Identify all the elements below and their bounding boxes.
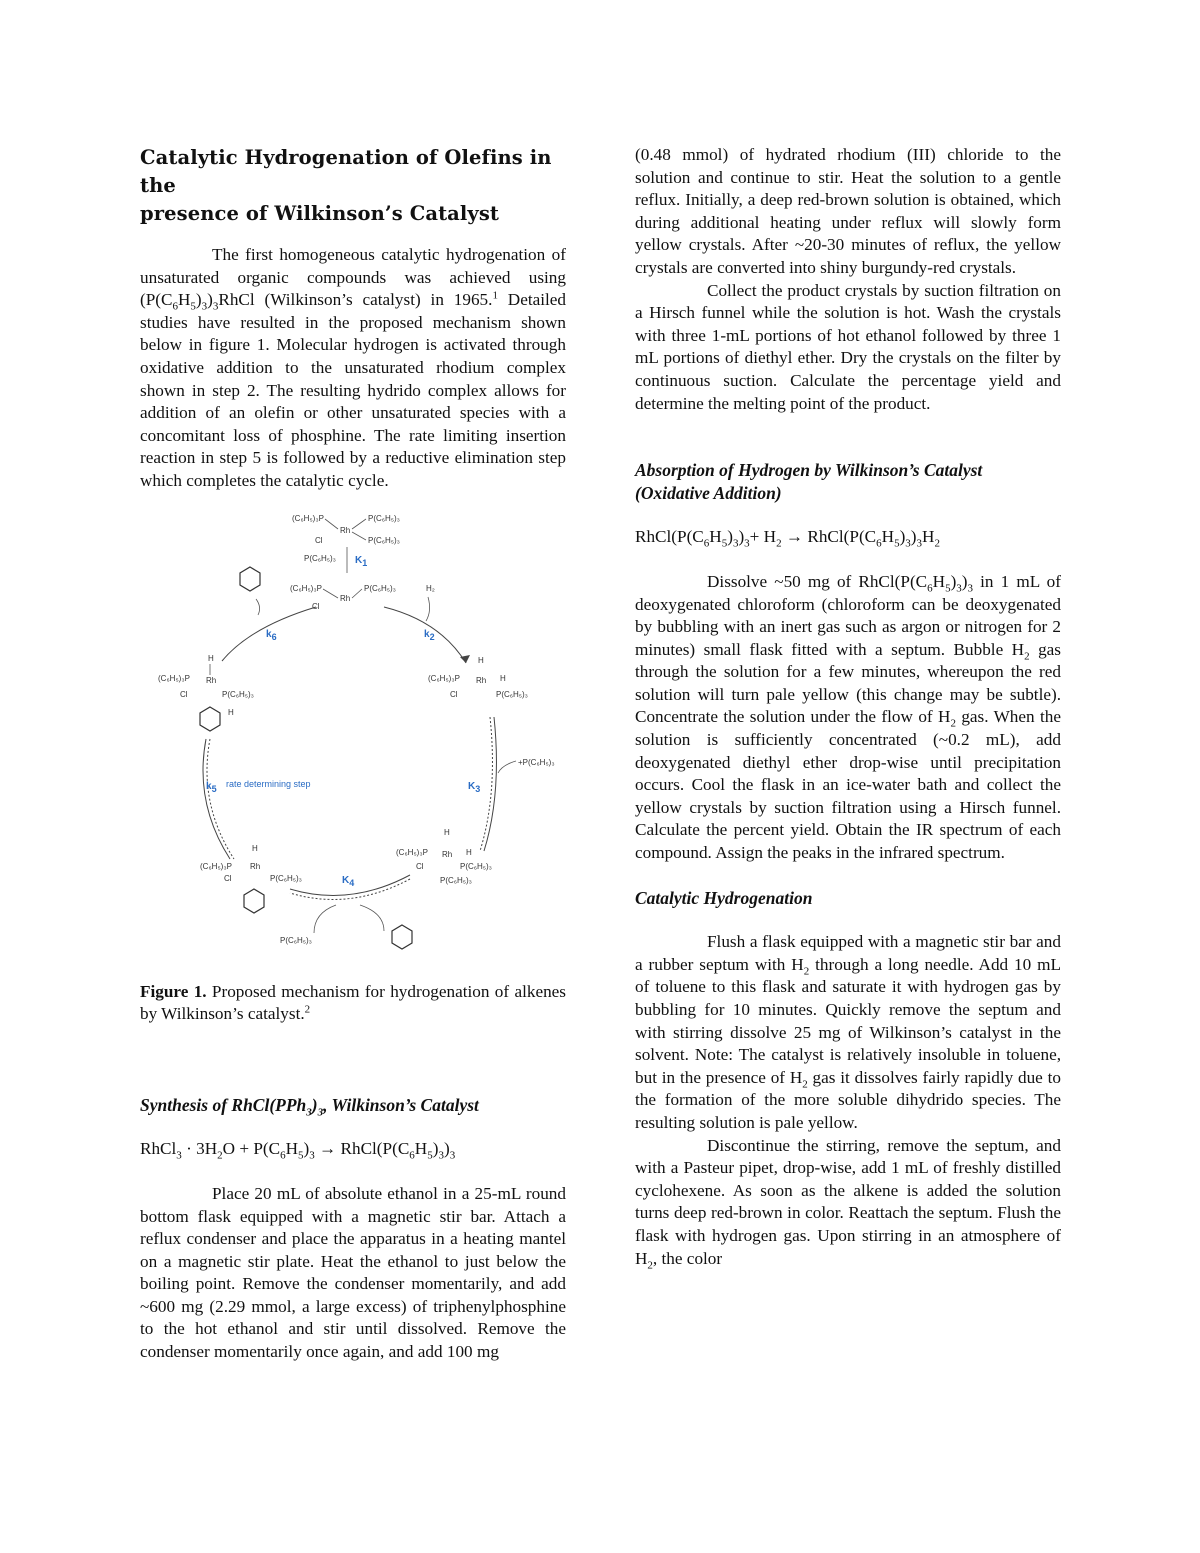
figure-caption	[140, 981, 566, 1026]
eq-part: → RhCl(P(C	[781, 527, 877, 547]
label-pph3-a: (C₆H₅)₃P	[290, 583, 322, 593]
sub: 6	[280, 1149, 286, 1162]
eq-part: RhCl(P(C	[635, 527, 704, 547]
catalytic-text-b: through a long needle. Add 10 mL of toluene to this flask and saturate it with hydrogen gas by bubbling for 10 minutes. Quickly remove the septum and with stirring dissolve 25 mg of Wilkinson’s catalyst in the solvent. Note: The catalyst is relatively insoluble in toluene, but in the presence of H	[635, 954, 1061, 1087]
sub: 3	[212, 300, 219, 313]
label-h-left: H	[208, 653, 214, 663]
label-pph3-br3: P(C₆H₅)₃	[440, 875, 472, 885]
eq-part: H	[881, 527, 895, 547]
arc-k3	[480, 717, 492, 851]
document-title	[140, 144, 566, 228]
synthesis-continued-paragraph: (0.48 mmol) of hydrated rhodium (III) chloride to the solution and continue to stir. Heat the solution to a gentle reflux. Initially, a deep red-brown solution is obtained, which during additional heating under reflux will slowly form yellow crystals. After ~20-30 minutes of reflux, the yellow crystals are converted into shiny burgundy-red crystals.	[635, 145, 1061, 277]
eq-part: H	[922, 527, 935, 547]
sub: 2	[934, 537, 940, 550]
reference-1: 1	[492, 289, 498, 302]
label-cl-br: Cl	[416, 861, 424, 871]
catalytic-heading: Catalytic Hydrogenation	[635, 887, 813, 908]
eq-part: )	[727, 527, 733, 547]
sub: 2	[950, 717, 956, 730]
absorption-text-f: gas through the solution for a few minutes, whereupon the red solution will turn pale yellow (this change may be subtle). Concentrate the solution under the flow of H	[635, 639, 1061, 727]
label-pph3-top-left: (C₆H₅)₃P	[292, 513, 324, 523]
absorption-text-a: Dissolve ~50 mg of RhCl(P(C	[707, 571, 928, 591]
mechanism-diagram	[140, 503, 566, 971]
synthesis-heading-a: Synthesis of RhCl(PPh	[140, 1094, 307, 1115]
catalytic-text-d: Discontinue the stirring, remove the septum, and with a Pasteur pipet, drop-wise, add 1 mL of freshly distilled cyclohexene. As soon as the alkene is added the solution turns deep red-brown in color. Reattach the septum. Flush the flask with hydrogen gas. Upon stirring in an atmosphere of H	[635, 1135, 1061, 1268]
eq-part: H	[285, 1139, 298, 1159]
sub: 3	[438, 1149, 444, 1162]
sub: 3	[449, 1149, 456, 1162]
sub: 5	[945, 582, 951, 595]
sub: 3	[967, 582, 974, 595]
sub: 2	[803, 965, 810, 978]
catalytic-paragraph-1	[635, 931, 1061, 1134]
k1-letter: K	[355, 554, 363, 566]
sub: 2	[802, 1078, 808, 1091]
label-cl-bl: Cl	[224, 873, 232, 883]
label-pph3-top-right: P(C₆H₅)₃	[368, 513, 400, 523]
k1-sub: 1	[362, 557, 368, 568]
intro-text-b: H	[177, 290, 191, 310]
label-rh-2: Rh	[340, 593, 351, 603]
eq-part: → RhCl(P(C	[314, 1139, 410, 1159]
alkyl-complex	[158, 654, 254, 731]
title-line-2: presence of Wilkinson’s Catalyst	[140, 202, 500, 225]
sub: 3	[744, 537, 750, 550]
sub: 6	[409, 1149, 415, 1162]
label-cl-top: Cl	[315, 535, 323, 545]
sub: 3	[956, 582, 962, 595]
label-k6	[266, 629, 277, 642]
label-h-right: H	[500, 673, 506, 683]
k2-letter: k	[424, 628, 430, 640]
sub: 3	[905, 537, 911, 550]
label-h-left2: H	[228, 707, 234, 717]
label-k5	[206, 781, 217, 794]
top-complex	[292, 514, 400, 545]
sub: 5	[190, 300, 196, 313]
label-pph3-bl2: P(C₆H₅)₃	[270, 873, 302, 883]
k5-sub: 5	[211, 783, 217, 794]
label-k4	[342, 875, 354, 888]
sub: 3	[201, 300, 208, 313]
label-rh-bl: Rh	[250, 861, 261, 871]
eq-part: )	[443, 1139, 450, 1159]
sub: 6	[172, 300, 178, 313]
sub: 5	[894, 537, 900, 550]
eq-part: )	[303, 1139, 310, 1159]
intro-paragraph	[140, 244, 566, 493]
label-pph3-br2: P(C₆H₅)₃	[460, 861, 492, 871]
label-k1	[355, 555, 367, 568]
absorption-text-d: )	[961, 571, 968, 591]
caption-label: Figure 1.	[140, 981, 207, 1001]
absorption-text-b: H	[932, 571, 946, 591]
catalytic-text-a: Flush a flask equipped with a magnetic stir bar and a rubber septum with H	[635, 932, 1061, 974]
absorption-equation	[635, 526, 1061, 549]
label-cl-right: Cl	[450, 689, 458, 699]
label-pph3-b: P(C₆H₅)₃	[364, 583, 396, 593]
label-pph3-left: (C₆H₅)₃P	[158, 673, 190, 683]
collection-paragraph: Collect the product crystals by suction filtration on a Hirsch funnel while the solution is hot. Wash the crystals with three 1-mL portions of hot ethanol followed by three 1 mL portions of diethyl ether. Dry the crystals on the filter by continuous suction. Calculate the percentage yield and determine the melting point of the product.	[635, 280, 1061, 413]
catalytic-paragraph-2	[635, 1135, 1061, 1271]
cyclohexene-icon-bl	[244, 889, 264, 913]
label-pph3-bottom: P(C₆H₅)₃	[280, 935, 312, 945]
eq-part: RhCl	[140, 1139, 177, 1159]
caption-text: Proposed mechanism for hydrogenation of alkenes by Wilkinson’s catalyst.	[140, 981, 566, 1024]
label-plus-pph3: +P(C₆H₅)₃	[518, 757, 555, 767]
label-cl-left: Cl	[180, 689, 188, 699]
intro-text-d: )	[207, 290, 213, 310]
eq-part: · 3H	[181, 1139, 218, 1159]
reference-2: 2	[304, 1003, 311, 1016]
alkene-hydrido-complex-right	[396, 828, 492, 885]
synthesis-paragraph: Place 20 mL of absolute ethanol in a 25-mL round bottom flask equipped with a magnetic stir bar. Attach a reflux condenser and place the apparatus in a heating mantel on a magnetic stir plate. Heat the ethanol to just below the boiling point. Remove the condenser momentarily, and add ~600 mg (2.29 mmol, a large excess) of triphenylphosphine to the hot ethanol and stir until dissolved. Remove the condenser momentarily once again, and add 100 mg	[140, 1183, 566, 1362]
label-pph3-left2: P(C₆H₅)₃	[222, 689, 254, 699]
label-h2: H₂	[426, 583, 435, 593]
eq-part: H	[709, 527, 722, 547]
sub: 3	[306, 1106, 312, 1119]
eq-part: )	[899, 527, 906, 547]
sub: 2	[776, 537, 782, 550]
k4-sub: 4	[349, 877, 355, 888]
alkene-hydrido-complex-left	[200, 844, 302, 913]
label-rh-left: Rh	[206, 675, 217, 685]
unsaturated-complex	[290, 584, 396, 611]
label-cl-2: Cl	[312, 601, 320, 611]
label-h-br2: H	[466, 847, 472, 857]
sub: 5	[298, 1149, 304, 1162]
eq-part: + H	[749, 527, 777, 547]
eq-part: O + P(C	[222, 1139, 281, 1159]
sub: 3	[916, 537, 923, 550]
title-line-1: Catalytic Hydrogenation of Olefins in the	[140, 146, 552, 197]
k2-sub: 2	[429, 631, 435, 642]
label-pph3-top-right2: P(C₆H₅)₃	[368, 535, 400, 545]
synthesis-equation	[140, 1138, 566, 1161]
absorption-text-e: in 1 mL of deoxygenated chloroform (chloroform can be deoxygenated by bubbling with an inert gas such as argon or nitrogen for 2 minutes) small flask fitted with a septum. Bubble H	[635, 571, 1061, 659]
absorption-heading: Absorption of Hydrogen by Wilkinson’s Catalyst (Oxidative Addition)	[635, 460, 983, 503]
sub: 5	[721, 537, 728, 550]
label-h-bl: H	[252, 843, 258, 853]
label-rh-br: Rh	[442, 849, 453, 859]
k3-letter: K	[468, 780, 476, 792]
label-rh-right: Rh	[476, 675, 487, 685]
eq-part: )	[910, 527, 917, 547]
label-pph3-br: (C₆H₅)₃P	[396, 847, 428, 857]
cyclohexane-icon	[240, 567, 260, 591]
intro-text-e: RhCl (Wilkinson’s catalyst) in 1965.	[218, 290, 493, 310]
synthesis-heading	[140, 1094, 566, 1117]
eq-part: H	[414, 1139, 428, 1159]
sub: 2	[647, 1258, 653, 1271]
sub: 5	[427, 1149, 433, 1162]
sub: 2	[1024, 650, 1030, 663]
label-k2	[424, 629, 435, 642]
k6-sub: 6	[271, 631, 277, 642]
sub: 3	[176, 1149, 182, 1162]
left-column	[140, 144, 566, 1364]
eq-part: )	[432, 1139, 439, 1159]
right-column	[635, 144, 1061, 1270]
absorption-paragraph	[635, 571, 1061, 865]
intro-text-a: The first homogeneous catalytic hydrogenation of unsaturated organic compounds was achieved using (P(C	[140, 245, 566, 310]
k6-letter: k	[266, 628, 272, 640]
k5-letter: k	[206, 780, 212, 792]
synthesis-heading-c: , Wilkinson’s Catalyst	[323, 1094, 479, 1115]
catalytic-text-e: , the color	[652, 1248, 723, 1268]
label-h-right-top: H	[478, 655, 484, 665]
absorption-text-g: gas. When the solution is sufficiently concentrated (~0.2 mL), add deoxygenated diethyl ether drop-wise until precipitation occurs. Cool the flask in an ice-water bath and collect the yellow crystals by suction filtration using a Hirsch funnel. Calculate the percent yield. Obtain the IR spectrum of each compound. Assign the peaks in the infrared spectrum.	[635, 707, 1062, 863]
k4-letter: K	[342, 874, 350, 886]
sub: 2	[217, 1149, 223, 1162]
cyclohexyl-icon	[200, 707, 220, 731]
catalytic-text-c: gas it dissolves fairly rapidly due to the formation of the more soluble dihydrido species. The resulting solution is pale yellow.	[635, 1067, 1061, 1132]
sub: 6	[927, 582, 933, 595]
label-pph3-bl: (C₆H₅)₃P	[200, 861, 232, 871]
synthesis-heading-b: )	[311, 1094, 318, 1115]
sub: 3	[317, 1106, 324, 1119]
eq-part: )	[738, 527, 745, 547]
label-rate-determining: rate determining step	[226, 778, 311, 789]
label-pph3-loss: P(C₆H₅)₃	[304, 553, 336, 563]
sub: 3	[732, 537, 739, 550]
sub: 6	[703, 537, 710, 550]
cyclohexene-icon-bottom	[392, 925, 412, 949]
label-pph3-right2: P(C₆H₅)₃	[496, 689, 528, 699]
k3-sub: 3	[475, 783, 481, 794]
absorption-text-c: )	[950, 571, 957, 591]
label-pph3-right: (C₆H₅)₃P	[428, 673, 460, 683]
arc-k5	[203, 739, 230, 859]
label-rh-top: Rh	[340, 525, 351, 535]
intro-text-c: )	[195, 290, 202, 310]
intro-text-f: Detailed studies have resulted in the proposed mechanism shown below in figure 1. Molecular hydrogen is activated through oxidative addition to the unsaturated rhodium complex shown in step 2. The resulting hydrido complex allows for addition of an olefin or other unsaturated species with a concomitant loss of phosphine. The rate limiting insertion reaction in step 5 is followed by a reductive elimination step which completes the catalytic cycle.	[140, 290, 567, 490]
label-h-br: H	[444, 827, 450, 837]
sub: 6	[876, 537, 882, 550]
dihydrido-complex	[428, 656, 528, 699]
label-k3	[468, 781, 480, 794]
sub: 3	[309, 1149, 315, 1162]
